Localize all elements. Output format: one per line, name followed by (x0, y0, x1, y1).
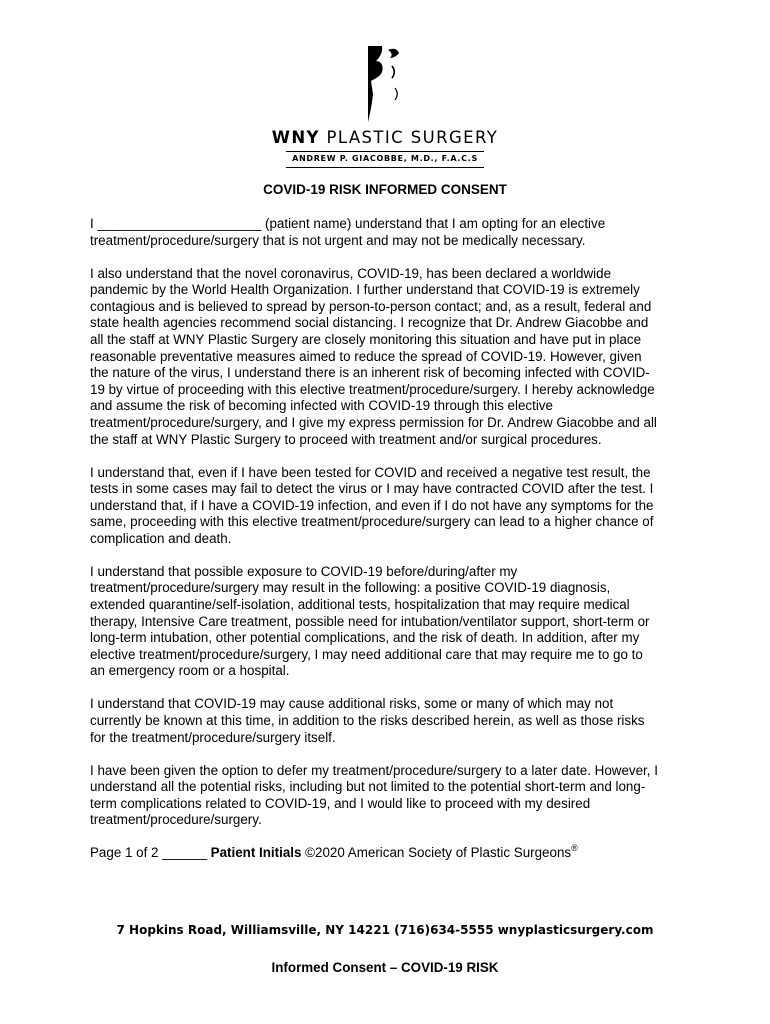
consent-paragraph (90, 266, 684, 449)
paragraph-line: I have been given the option to defer my treatment/procedure/surgery to a later date. However, I (90, 762, 658, 778)
paragraph-line: treatment/procedure/surgery that is not urgent and may not be medically necessary. (90, 232, 586, 248)
paragraph-line: therapy, Intensive Care treatment, possible need for intubation/ventilator support, short-term or (90, 613, 650, 629)
copyright-text: ©2020 American Society of Plastic Surgeons (305, 845, 572, 861)
consent-paragraph (90, 564, 684, 680)
paragraph-line: term complications related to COVID-19, and I would like to proceed with my desired (90, 795, 591, 811)
paragraph-line: understand that, if I have a COVID-19 infection, and even if I do not have any symptoms for the (90, 497, 654, 513)
brand-subtitle: ANDREW P. GIACOBBE, M.D., F.A.C.S (292, 154, 478, 163)
paragraph-line: the nature of the virus, I understand there is an inherent risk of becoming infected with COVID- (90, 365, 650, 381)
paragraph-line: treatment/procedure/surgery. (90, 812, 262, 828)
paragraph-line: I understand that COVID-19 may cause additional risks, some or many of which may not (90, 696, 614, 712)
bottom-document-title: Informed Consent – COVID-19 RISK (271, 960, 499, 975)
paragraph-line: understand all the potential risks, including but not limited to the potential short-term and long- (90, 779, 646, 795)
practice-address: 7 Hopkins Road, Williamsville, NY 14221 (716)634-5555 wnyplasticsurgery.com (116, 923, 654, 937)
figure-silhouette-icon (362, 44, 408, 124)
paragraph-line: an emergency room or a hospital. (90, 663, 290, 679)
paragraph-line: I ______________________ (patient name) understand that I am opting for an elective (90, 216, 606, 231)
paragraph-line: contagious and is believed to spread by person-to-person contact; and, as a result, federal and (90, 298, 652, 314)
paragraph-line: complication and death. (90, 530, 232, 546)
paragraph-line: I understand that, even if I have been tested for COVID and received a negative test result, the (90, 464, 651, 480)
paragraph-line: I understand that possible exposure to COVID-19 before/during/after my (90, 563, 518, 579)
paragraph-line: treatment/procedure/surgery, and I give my express permission for Dr. Andrew Giacobbe and all (90, 414, 657, 430)
paragraph-line: treatment/procedure/surgery may result in the following: a positive COVID-19 diagnosis, (90, 580, 611, 596)
paragraph-line: I also understand that the novel coronavirus, COVID-19, has been declared a worldwide (90, 265, 612, 281)
paragraph-line: the staff at WNY Plastic Surgery to proceed with treatment and/or surgical procedures. (90, 431, 602, 447)
paragraph-line: for the treatment/procedure/surgery itself. (90, 729, 336, 745)
consent-body (90, 216, 684, 862)
document-title: COVID-19 RISK INFORMED CONSENT (263, 182, 507, 197)
paragraph-line: currently be known at this time, in addition to the risks described herein, as well as those risks (90, 713, 645, 728)
paragraph-line: reasonable preventative measures aimed to reduce the spread of COVID-19. However, given (90, 348, 642, 364)
paragraph-line: long-term intubation, other potential complications, and the risk of death. In addition, after my (90, 630, 640, 646)
paragraph-line: same, proceeding with this elective treatment/procedure/surgery can lead to a higher chance of (90, 514, 654, 530)
consent-paragraph (90, 763, 684, 829)
registered-mark: ® (571, 843, 578, 854)
paragraph-line: elective treatment/procedure/surgery, I may need additional care that may require me to go to (90, 646, 643, 662)
paragraph-line: state health agencies recommend social distancing. I recognize that Dr. Andrew Giacobbe and (90, 315, 649, 331)
paragraph-line: and assume the risk of becoming infected with COVID-19 through this elective (90, 398, 553, 414)
consent-paragraph (90, 216, 684, 249)
initials-blank[interactable]: ______ (162, 845, 207, 861)
brand-name: WNY PLASTIC SURGERY (271, 128, 499, 147)
consent-paragraph (90, 465, 684, 548)
paragraph-line: all the staff at WNY Plastic Surgery are closely monitoring this situation and have put in place (90, 331, 642, 347)
brand-divider (286, 151, 484, 152)
initials-label: Patient Initials (210, 845, 302, 861)
letterhead (0, 40, 770, 170)
page-footer-line (90, 845, 684, 862)
brand-divider-lower (286, 167, 484, 168)
paragraph-line: tests in some cases may fail to detect the virus or I may have contracted COVID after the test. I (90, 481, 654, 497)
paragraph-line: 19 by virtue of proceeding with this elective treatment/procedure/surgery. I hereby acknowledge (90, 381, 655, 397)
paragraph-line: pandemic by the World Health Organization. I further understand that COVID-19 is extremely (90, 282, 640, 298)
consent-paragraph (90, 696, 684, 746)
paragraph-line: extended quarantine/self-isolation, additional tests, hospitalization that may require medical (90, 597, 630, 613)
page-number: Page 1 of 2 (90, 845, 159, 861)
